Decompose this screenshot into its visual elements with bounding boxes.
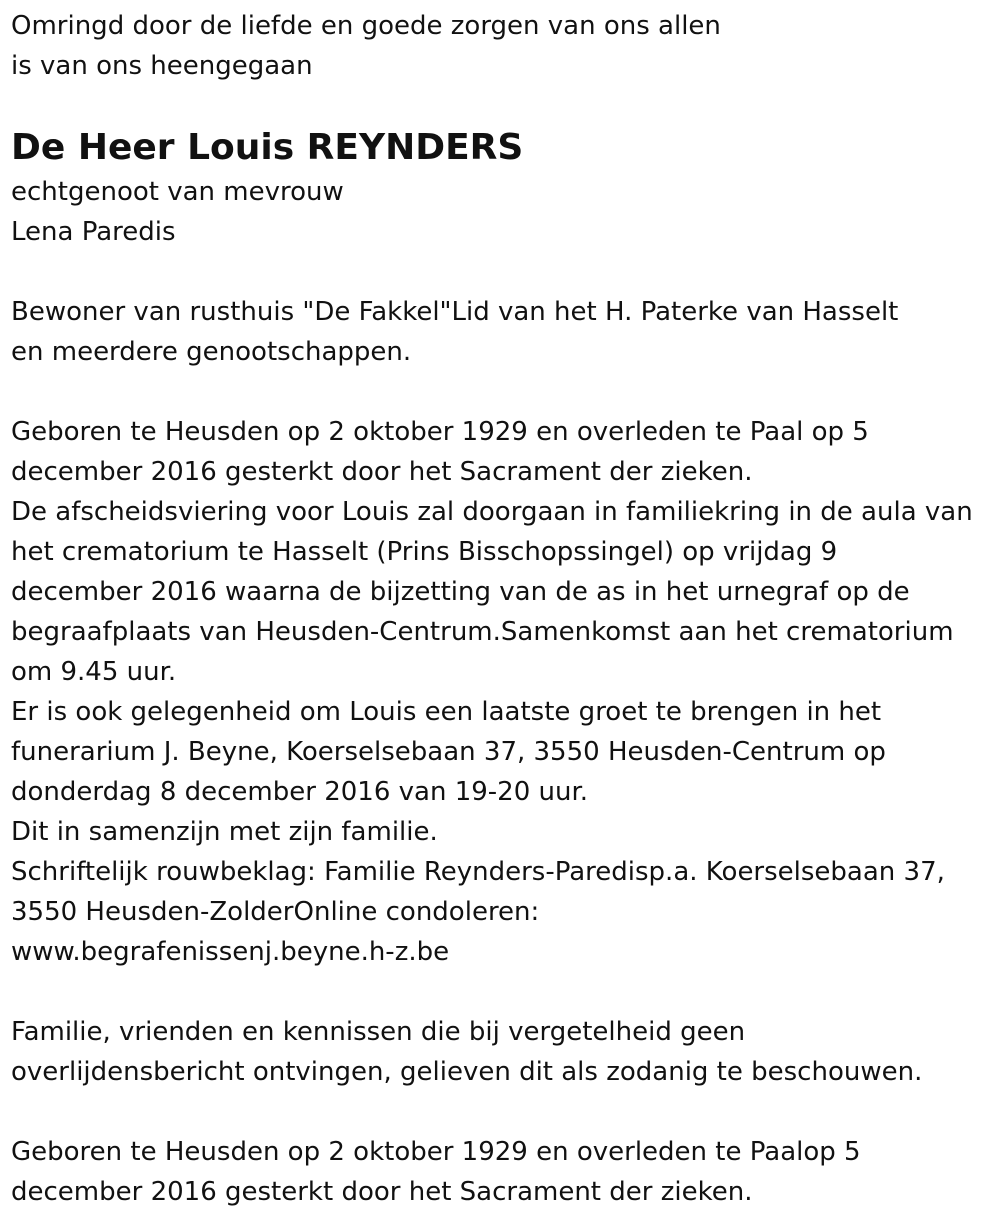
intro-line: Omringd door de liefde en goede zorgen van ons allen: [11, 11, 721, 41]
notice-line: Familie, vrienden en kennissen die bij vergetelheid geen: [11, 1017, 746, 1047]
intro-line: is van ons heengegaan: [11, 51, 313, 81]
details-section: [11, 412, 996, 972]
footer-line: december 2016 gesterkt door het Sacrament der zieken.: [11, 1177, 753, 1207]
details-line: Dit in samenzijn met zijn familie.: [11, 817, 438, 847]
membership-line: en meerdere genootschappen.: [11, 337, 412, 367]
details-line: begraafplaats van Heusden-Centrum.Samenkomst aan het crematorium: [11, 617, 954, 647]
notice-line: overlijdensbericht ontvingen, gelieven dit als zodanig te beschouwen.: [11, 1057, 923, 1087]
paragraph-gap: [11, 972, 996, 1012]
paragraph-gap: [11, 372, 996, 412]
spouse-line: echtgenoot van mevrouw: [11, 177, 344, 207]
spouse-section: [11, 172, 996, 252]
spouse-name: Lena Paredis: [11, 217, 176, 247]
footer-section: [11, 1132, 996, 1212]
details-line: funerarium J. Beyne, Koerselsebaan 37, 3550 Heusden-Centrum op: [11, 737, 886, 767]
condolence-website: www.begrafenissenj.beyne.h-z.be: [11, 937, 450, 967]
membership-section: [11, 292, 996, 372]
paragraph-gap: [11, 252, 996, 292]
details-line: om 9.45 uur.: [11, 657, 177, 687]
intro-section: [11, 6, 996, 86]
notice-section: [11, 1012, 996, 1092]
deceased-name: De Heer Louis REYNDERS: [11, 127, 524, 168]
details-line: Er is ook gelegenheid om Louis een laatste groet te brengen in het: [11, 697, 882, 727]
details-line: december 2016 waarna de bijzetting van de as in het urnegraf op de: [11, 577, 910, 607]
details-line: Geboren te Heusden op 2 oktober 1929 en overleden te Paal op 5: [11, 417, 869, 447]
details-line: Schriftelijk rouwbeklag: Familie Reynders-Paredisp.a. Koerselsebaan 37,: [11, 857, 945, 887]
details-line: De afscheidsviering voor Louis zal doorgaan in familiekring in de aula van: [11, 497, 973, 527]
details-line: donderdag 8 december 2016 van 19-20 uur.: [11, 777, 589, 807]
details-line: het crematorium te Hasselt (Prins Bisschopssingel) op vrijdag 9: [11, 537, 838, 567]
paragraph-gap: [11, 1092, 996, 1132]
details-line: 3550 Heusden-ZolderOnline condoleren:: [11, 897, 540, 927]
footer-line: Geboren te Heusden op 2 oktober 1929 en overleden te Paalop 5: [11, 1137, 861, 1167]
obituary-document: [11, 6, 996, 1212]
details-line: december 2016 gesterkt door het Sacrament der zieken.: [11, 457, 753, 487]
membership-line: Bewoner van rusthuis "De Fakkel"Lid van het H. Paterke van Hasselt: [11, 297, 899, 327]
